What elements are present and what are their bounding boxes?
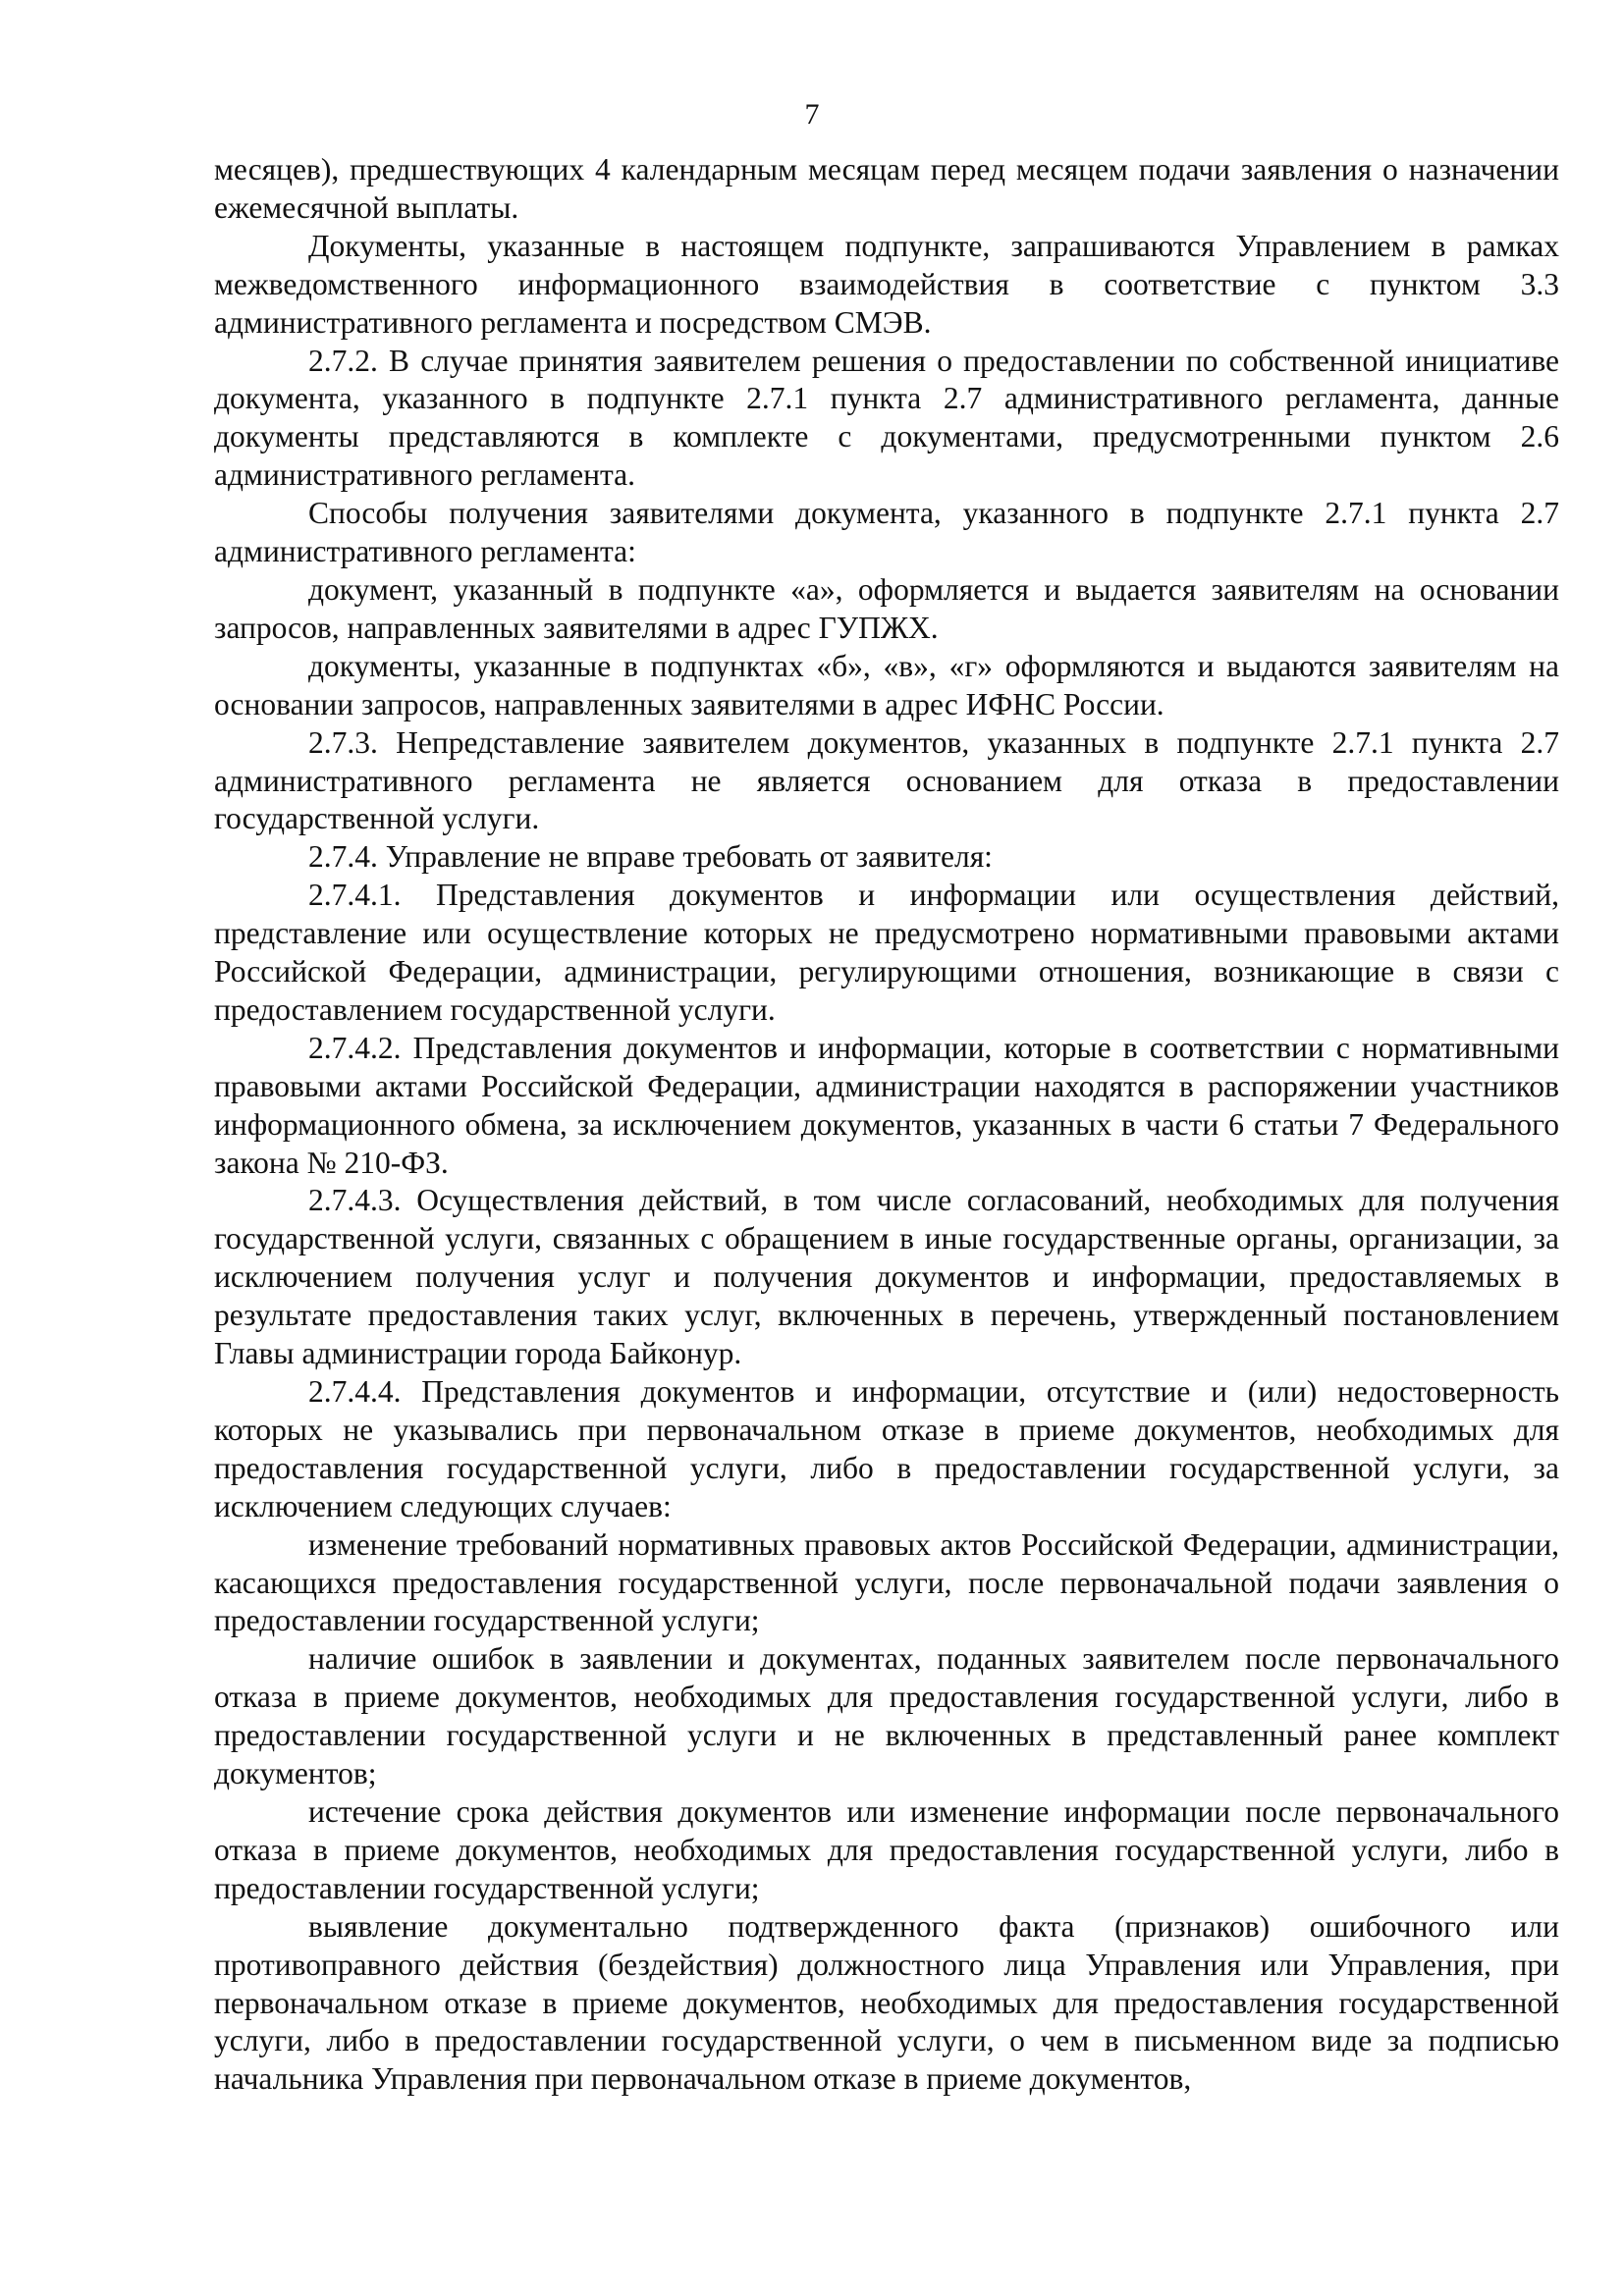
page-number: 7 bbox=[804, 98, 820, 131]
paragraph-documents-requested: Документы, указанные в настоящем подпункте, запрашиваются Управлением в рамках межведомственного информационного взаимодействия в соответствие с пунктом 3.3 административного регламента и посредством СМЭВ. bbox=[214, 228, 1559, 340]
list-item-expiration-of-documents: истечение срока действия документов или изменение информации после первоначального отказа в приеме документов, необходимых для предоставления государственной услуги, либо в предоставлении государственной услуги; bbox=[214, 1793, 1559, 1905]
paragraph-2-7-4-1: 2.7.4.1. Представления документов и информации или осуществления действий, представление или осуществление которых не предусмотрено нормативными правовыми актами Российской Федерации, администрации, регулирующими отношения, возникающие в связи с предоставлением государственной услуги. bbox=[214, 878, 1559, 1027]
list-item-errors-in-application: наличие ошибок в заявлении и документах, поданных заявителем после первоначального отказа в приеме документов, необходимых для предоставления государственной услуги, либо в предоставлении государственной услуги и не включенных в представленный ранее комплект документов; bbox=[214, 1641, 1559, 1791]
paragraph-document-a: документ, указанный в подпункте «а», оформляется и выдается заявителям на основании запросов, направленных заявителями в адрес ГУПЖХ. bbox=[214, 571, 1559, 645]
paragraph-2-7-4-2: 2.7.4.2. Представления документов и информации, которые в соответствии с нормативными правовыми актами Российской Федерации, администрации находятся в распоряжении участников информационного обмена, за исключением документов, указанных в части 6 статьи 7 Федерального закона № 210-ФЗ. bbox=[214, 1030, 1559, 1180]
paragraph-2-7-4-4: 2.7.4.4. Представления документов и информации, отсутствие и (или) недостоверность которых не указывались при первоначальном отказе в приеме документов, необходимых для предоставления государственной услуги, либо в предоставлении государственной услуги, за исключением следующих случаев: bbox=[214, 1374, 1559, 1523]
paragraph-2-7-2: 2.7.2. В случае принятия заявителем решения о предоставлении по собственной инициативе документа, указанного в подпункте 2.7.1 пункта 2.7 административного регламента, данные документы представляются в комплекте с документами, предусмотренными пунктом 2.6 административного регламента. bbox=[214, 343, 1559, 493]
document-body bbox=[214, 151, 1559, 2099]
list-item-erroneous-action: выявление документально подтвержденного факта (признаков) ошибочного или противоправного действия (бездействия) должностного лица Управления или Управления, при первоначальном отказе в приеме документов, необходимых для предоставления государственной услуги, либо в предоставлении государственной услуги, о чем в письменном виде за подписью начальника Управления при первоначальном отказе в приеме документов, bbox=[214, 1908, 1559, 2097]
list-item-change-of-requirements: изменение требований нормативных правовых актов Российской Федерации, администрации, касающихся предоставления государственной услуги, после первоначальной подачи заявления о предоставлении государственной услуги; bbox=[214, 1526, 1559, 1638]
paragraph-continuation: месяцев), предшествующих 4 календарным месяцам перед месяцем подачи заявления о назначении ежемесячной выплаты. bbox=[214, 152, 1559, 225]
paragraph-2-7-4: 2.7.4. Управление не вправе требовать от заявителя: bbox=[308, 839, 993, 875]
paragraph-documents-b-v-g: документы, указанные в подпунктах «б», «в», «г» оформляются и выдаются заявителям на основании запросов, направленных заявителями в адрес ИФНС России. bbox=[214, 648, 1559, 721]
paragraph-methods-of-obtaining: Способы получения заявителями документа, указанного в подпункте 2.7.1 пункта 2.7 административного регламента: bbox=[214, 496, 1559, 569]
paragraph-2-7-3: 2.7.3. Непредставление заявителем документов, указанных в подпункте 2.7.1 пункта 2.7 административного регламента не является основанием для отказа в предоставлении государственной услуги. bbox=[214, 724, 1559, 836]
paragraph-2-7-4-3: 2.7.4.3. Осуществления действий, в том числе согласований, необходимых для получения государственной услуги, связанных с обращением в иные государственные органы, организации, за исключением получения услуг и получения документов и информации, предоставляемых в результате предоставления таких услуг, включенных в перечень, утвержденный постановлением Главы администрации города Байконур. bbox=[214, 1183, 1559, 1371]
